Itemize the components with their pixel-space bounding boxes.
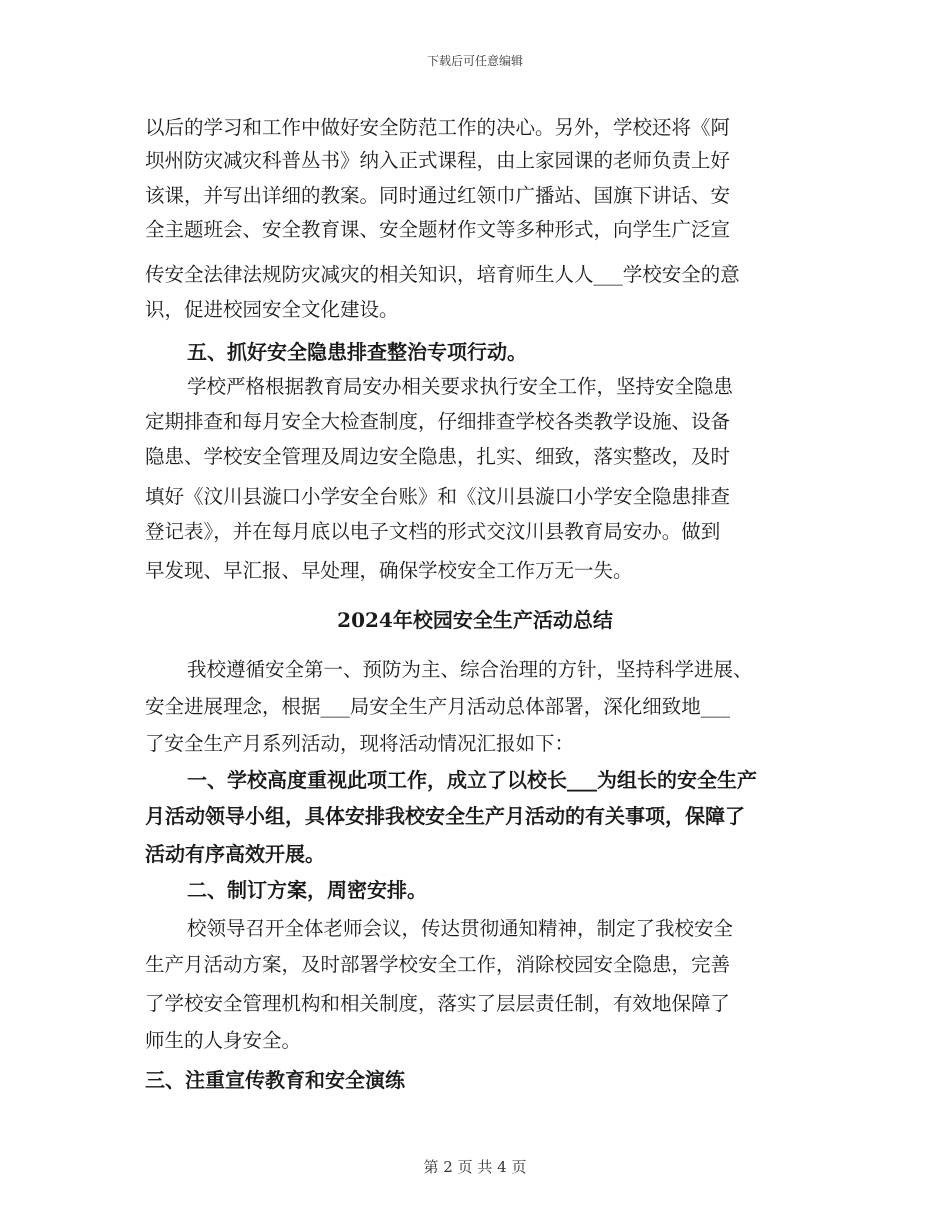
body-line: 该课，并写出详细的教案。同时通过红领巾广播站、国旗下讲话、安 [145, 184, 731, 207]
section-heading: 二、制订方案，周密安排。 [187, 878, 427, 902]
body-line: 生产月活动方案，及时部署学校安全工作，消除校园安全隐患，完善 [145, 953, 731, 976]
document-title: 2024年校园安全生产活动总结 [337, 608, 613, 632]
body-line: 填好《汶川县漩口小学安全台账》和《汶川县漩口小学安全隐患排查 [145, 485, 731, 508]
body-line: 了学校安全管理机构和相关制度，落实了层层责任制，有效地保障了 [145, 992, 731, 1015]
page-footer: 第 2 页 共 4 页 [423, 1158, 527, 1176]
section-heading: 五、抓好安全隐患排查整治专项行动。 [187, 340, 527, 364]
section-heading: 月活动领导小组，具体安排我校安全生产月活动的有关事项，保障了 [145, 804, 745, 828]
body-line: 安全进展理念，根据___局安全生产月活动总体部署，深化细致地___ [145, 695, 731, 718]
body-line: 以后的学习和工作中做好安全防范工作的决心。另外，学校还将《阿 [145, 116, 731, 139]
body-line: 学校严格根据教育局安办相关要求执行安全工作，坚持安全隐患 [187, 375, 734, 398]
body-line: 我校遵循安全第一、预防为主、综合治理的方针，坚持科学进展、 [187, 658, 753, 681]
body-line: 全主题班会、安全教育课、安全题材作文等多种形式，向学生广泛宣 [145, 218, 731, 241]
section-heading: 一、学校高度重视此项工作，成立了以校长___为组长的安全生产 [187, 768, 757, 792]
body-line: 隐患、学校安全管理及周边安全隐患，扎实、细致，落实整改，及时 [145, 445, 731, 468]
body-line: 登记表》，并在每月底以电子文档的形式交汶川县教育局安办。做到 [145, 520, 721, 543]
body-line: 识，促进校园安全文化建设。 [145, 298, 399, 321]
body-line: 定期排查和每月安全大检查制度，仔细排查学校各类教学设施、设备 [145, 410, 731, 433]
body-line: 传安全法律法规防灾减灾的相关知识，培育师生人人___学校安全的意 [145, 263, 740, 286]
body-line: 校领导召开全体老师会议，传达贯彻通知精神，制定了我校安全 [187, 917, 734, 940]
section-heading: 三、注重宣传教育和安全演练 [145, 1068, 405, 1092]
body-line: 了安全生产月系列活动，现将活动情况汇报如下： [145, 732, 575, 755]
body-line: 早发现、早汇报、早处理，确保学校安全工作万无一失。 [145, 559, 633, 582]
page-header: 下载后可任意编辑 [426, 54, 523, 68]
body-line: 坝州防灾减灾科普丛书》纳入正式课程，由上家园课的老师负责上好 [145, 149, 731, 172]
body-line: 师生的人身安全。 [145, 1029, 302, 1052]
section-heading: 活动有序高效开展。 [145, 842, 325, 866]
